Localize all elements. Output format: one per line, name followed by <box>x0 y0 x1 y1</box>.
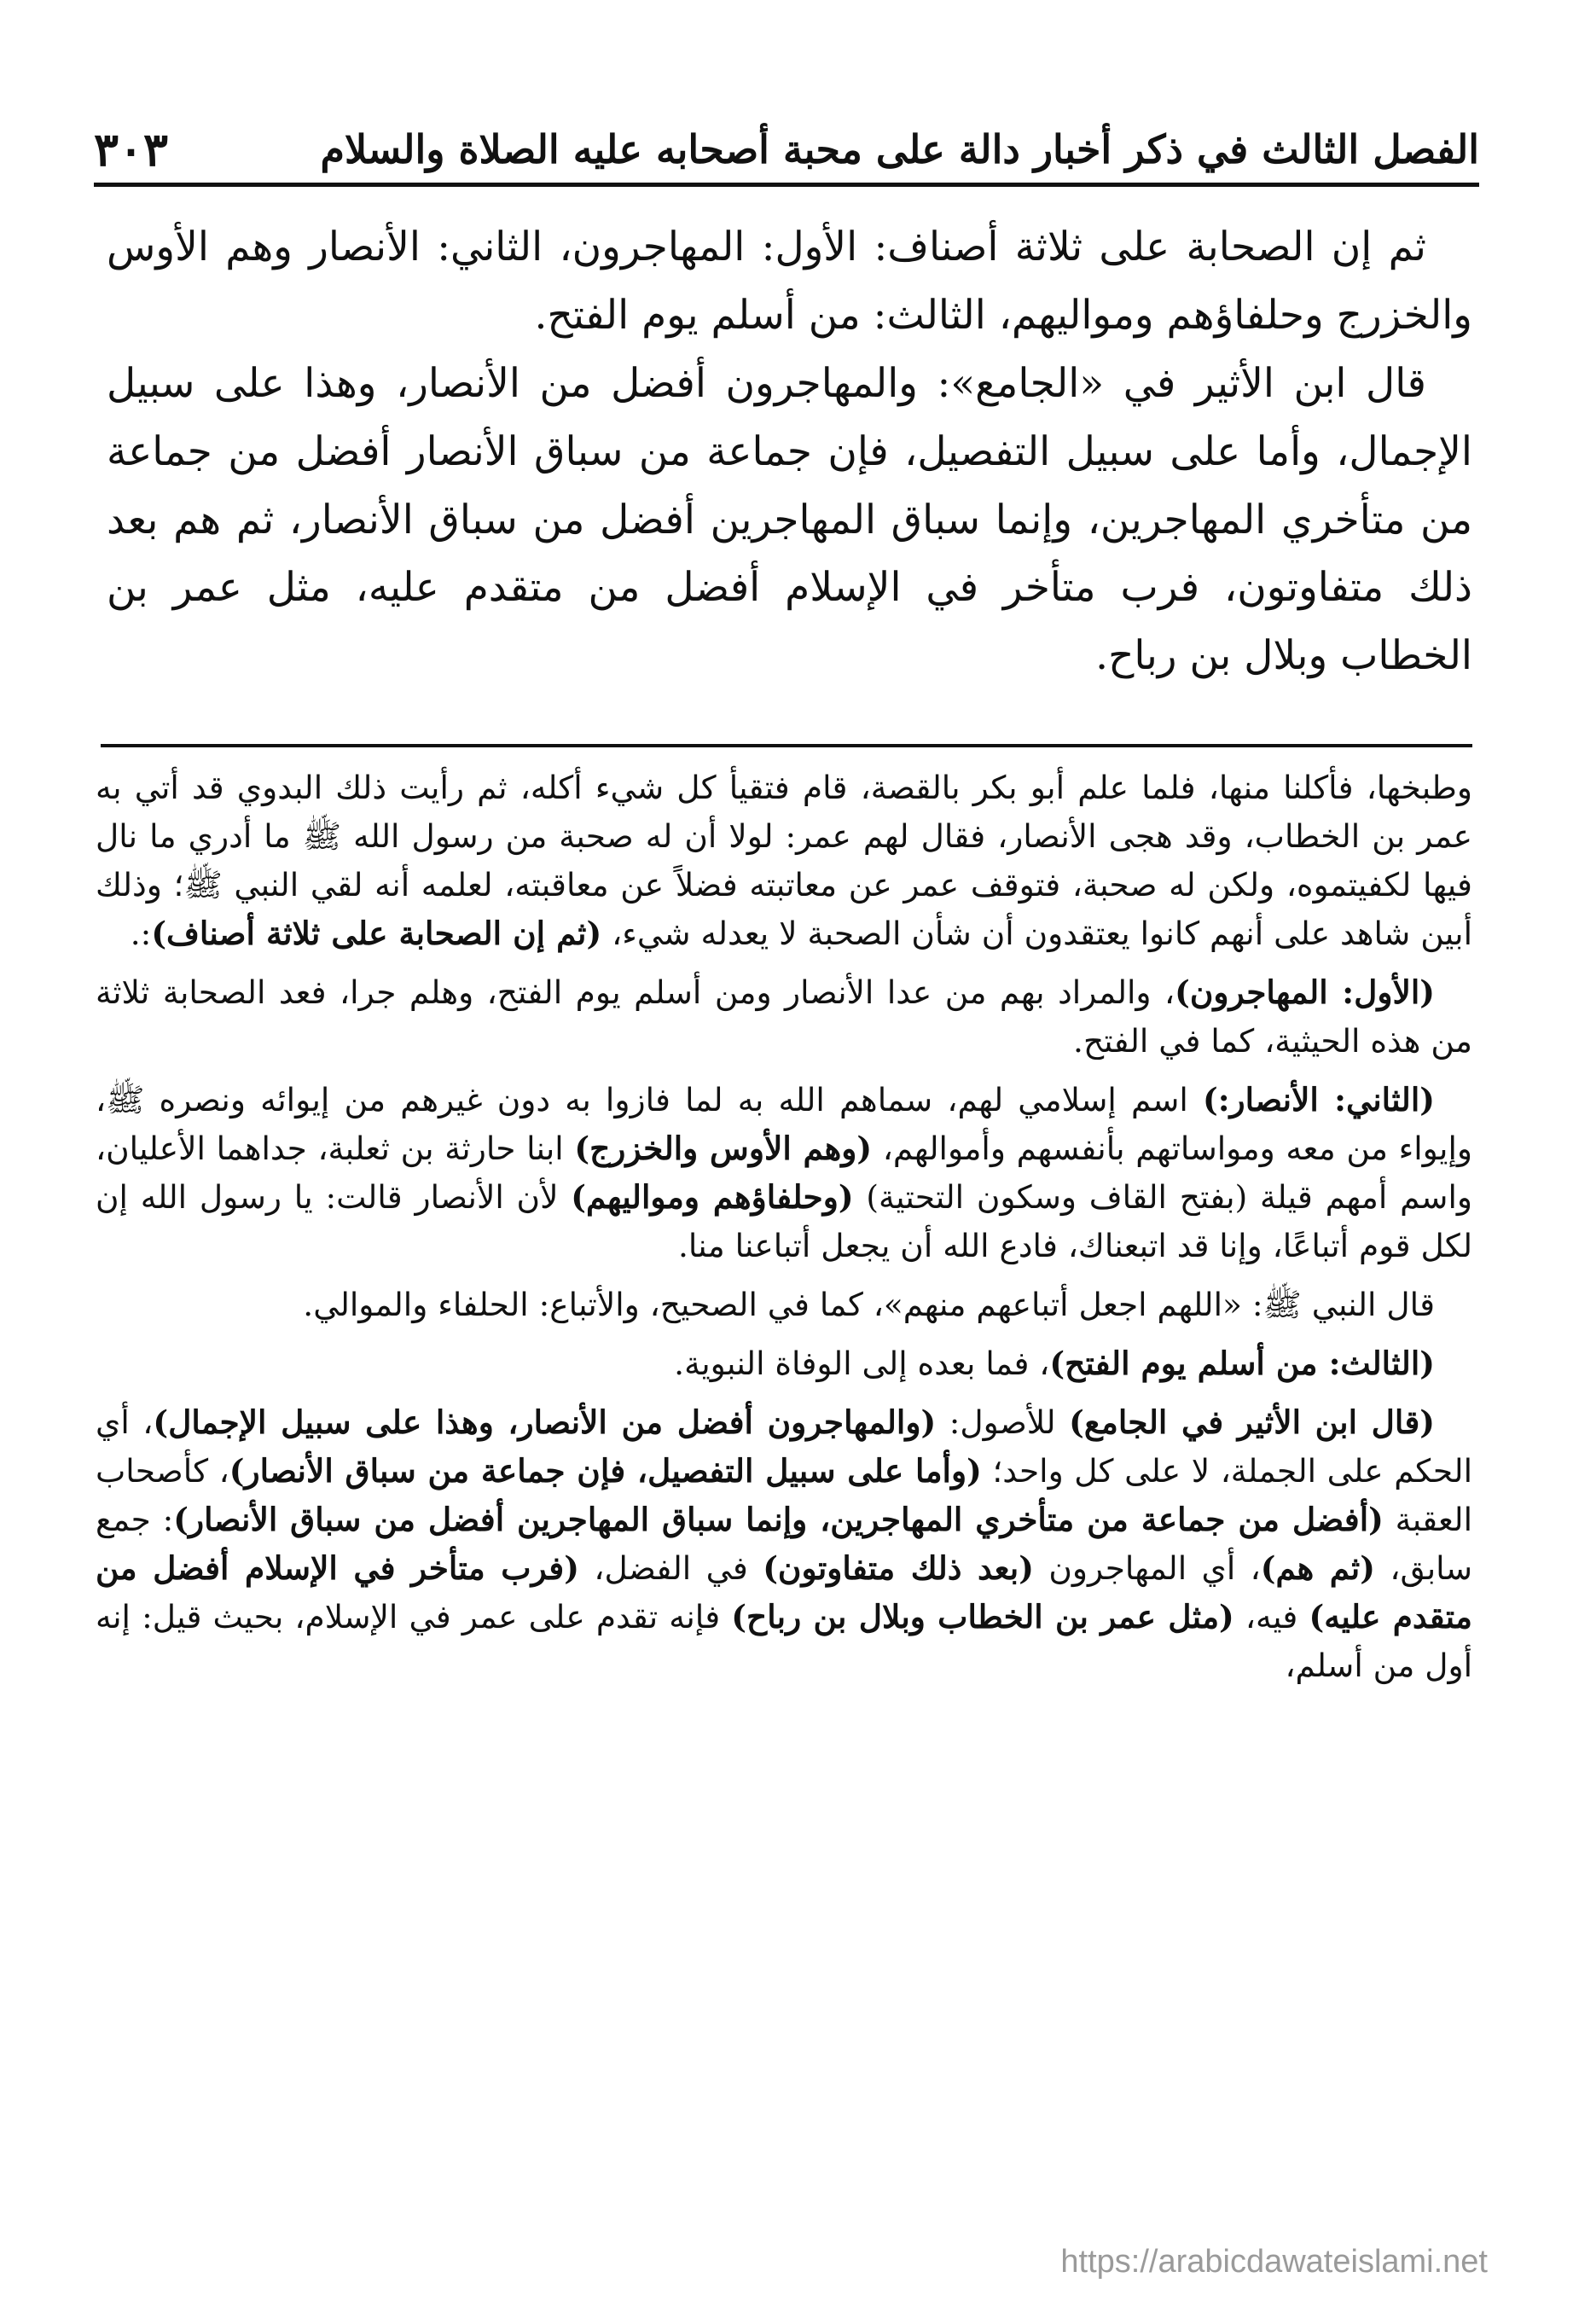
quoted-main-text: (الأول: المهاجرون) <box>1175 973 1435 1011</box>
quoted-main-text: (الثالث: من أسلم يوم الفتح) <box>1049 1345 1435 1382</box>
chapter-title: الفصل الثالث في ذكر أخبار دالة على محبة أصحابه عليه الصلاة والسلام <box>320 125 1479 172</box>
quoted-main-text: (قال ابن الأثير في الجامع) <box>1069 1403 1436 1441</box>
watermark-url: https://arabicdawateislami.net <box>1060 2244 1488 2280</box>
main-paragraph-2: قال ابن الأثير في «الجامع»: والمهاجرون أفضل من الأنصار، وهذا على سبيل الإجمال، وأما على سبيل التفصيل، فإن جماعة من سباق الأنصار أفضل من جماعة من متأخري المهاجرين، وإنما سباق المهاجرين أفضل من سباق الأنصار، ثم هم بعد ذلك متفاوتون، فرب متأخر في الإسلام أفضل من متقدم عليه، مثل عمر بن الخطاب وبلال بن رباح. <box>107 359 1472 680</box>
quoted-main-text: (وهم الأوس والخزرج) <box>574 1130 873 1167</box>
commentary-paragraph-3 <box>96 1076 1472 1270</box>
quoted-main-text: (بعد ذلك متفاوتون) <box>763 1549 1034 1587</box>
commentary-text-run: ، فما بعده إلى الوفاة النبوية. <box>674 1345 1050 1382</box>
commentary-text-run: ، والمراد بهم من عدا الأنصار ومن أسلم يوم الفتح، وهلم جرا، فعد الصحابة ثلاثة من هذه الحيثية، كما في الفتح. <box>96 973 1472 1060</box>
commentary-text-run: : جمع سابق، <box>96 1501 1473 1587</box>
commentary-paragraph-4 <box>96 1281 1472 1329</box>
commentary-text-run: ، أي الحكم على الجملة، لا على كل واحد؛ <box>96 1403 1472 1490</box>
text-divider <box>101 744 1472 747</box>
commentary-text-run: فإنه تقدم على عمر في الإسلام، بحيث قيل: إنه أول من أسلم، <box>96 1598 1472 1684</box>
commentary-paragraph-5 <box>96 1339 1472 1388</box>
commentary-text-run: لأن الأنصار قالت: يا رسول الله إن لكل قوم أتباعًا، وإنا قد اتبعناك، فادع الله أن يجعل أتباعنا منا. <box>96 1178 1472 1264</box>
running-header <box>94 101 1479 187</box>
quoted-main-text: (وأما على سبيل التفصيل، فإن جماعة من سباق الأنصار) <box>229 1452 982 1490</box>
commentary-text-run: ابنا حارثة بن ثعلبة، جداهما الأعليان، واسم أمهم قيلة (بفتح القاف وسكون التحتية) <box>96 1130 1473 1216</box>
page-number: ٣٠٣ <box>94 122 169 177</box>
commentary-text <box>96 764 1472 2171</box>
quoted-main-text: (والمهاجرون أفضل من الأنصار، وهذا على سبيل الإجمال) <box>153 1403 937 1441</box>
quoted-main-text: (ثم هم) <box>1260 1549 1375 1587</box>
quoted-main-text: (فرب متأخر في الإسلام أفضل من متقدم عليه) <box>96 1549 1472 1636</box>
commentary-text-run: فيه، <box>1233 1598 1309 1636</box>
quoted-main-text: (الثاني: الأنصار:) <box>1202 1081 1436 1118</box>
commentary-text-run: :. <box>130 915 152 952</box>
commentary-paragraph-1 <box>96 764 1472 958</box>
commentary-text-run: للأصول: <box>936 1403 1070 1441</box>
commentary-text-run: وطبخها، فأكلنا منها، فلما علم أبو بكر بالقصة، قام فتقيأ كل شيء أكله، ثم رأيت ذلك البدوي قد أتي به عمر بن الخطاب، وقد هجى الأنصار، فقال لهم عمر: لولا أن له صحبة من رسول الله ﷺ ما أدري ما نال فيها لكفيتموه، ولكن له صحبة، فتوقف عمر عن معاتبته فضلاً عن معاقبته، لعلمه أنه لقي النبي ﷺ؛ وذلك أبين شاهد على أنهم كانوا يعتقدون أن شأن الصحبة لا يعدله شيء، <box>96 769 1472 952</box>
commentary-paragraph-2 <box>96 968 1472 1066</box>
commentary-text-run: اسم إسلامي لهم، سماهم الله به لما فازوا به دون غيرهم من إيوائه ونصره ﷺ، وإيواء من معه ومواساتهم بأنفسهم وأموالهم، <box>96 1081 1472 1167</box>
commentary-text-run: قال النبي ﷺ: «اللهم اجعل أتباعهم منهم»، كما في الصحيح، والأتباع: الحلفاء والموالي. <box>303 1286 1435 1323</box>
quoted-main-text: (مثل عمر بن الخطاب وبلال بن رباح) <box>731 1598 1234 1636</box>
commentary-text-run: ، أي المهاجرون <box>1033 1549 1261 1587</box>
main-paragraph-1: ثم إن الصحابة على ثلاثة أصناف: الأول: المهاجرون، الثاني: الأنصار وهم الأوس والخزرج وحلفاؤهم ومواليهم، الثالث: من أسلم يوم الفتح. <box>107 224 1472 339</box>
quoted-main-text: (ثم إن الصحابة على ثلاثة أصناف) <box>151 915 602 952</box>
quoted-main-text: (أفضل من جماعة من متأخري المهاجرين، وإنما سباق المهاجرين أفضل من سباق الأنصار) <box>173 1501 1384 1538</box>
commentary-text-run: ، كأصحاب العقبة <box>96 1452 1472 1538</box>
quoted-main-text: (وحلفاؤهم ومواليهم) <box>571 1178 854 1216</box>
commentary-paragraph-6 <box>96 1398 1472 1690</box>
commentary-text-run: في الفضل، <box>578 1549 763 1587</box>
main-text <box>107 213 1472 735</box>
